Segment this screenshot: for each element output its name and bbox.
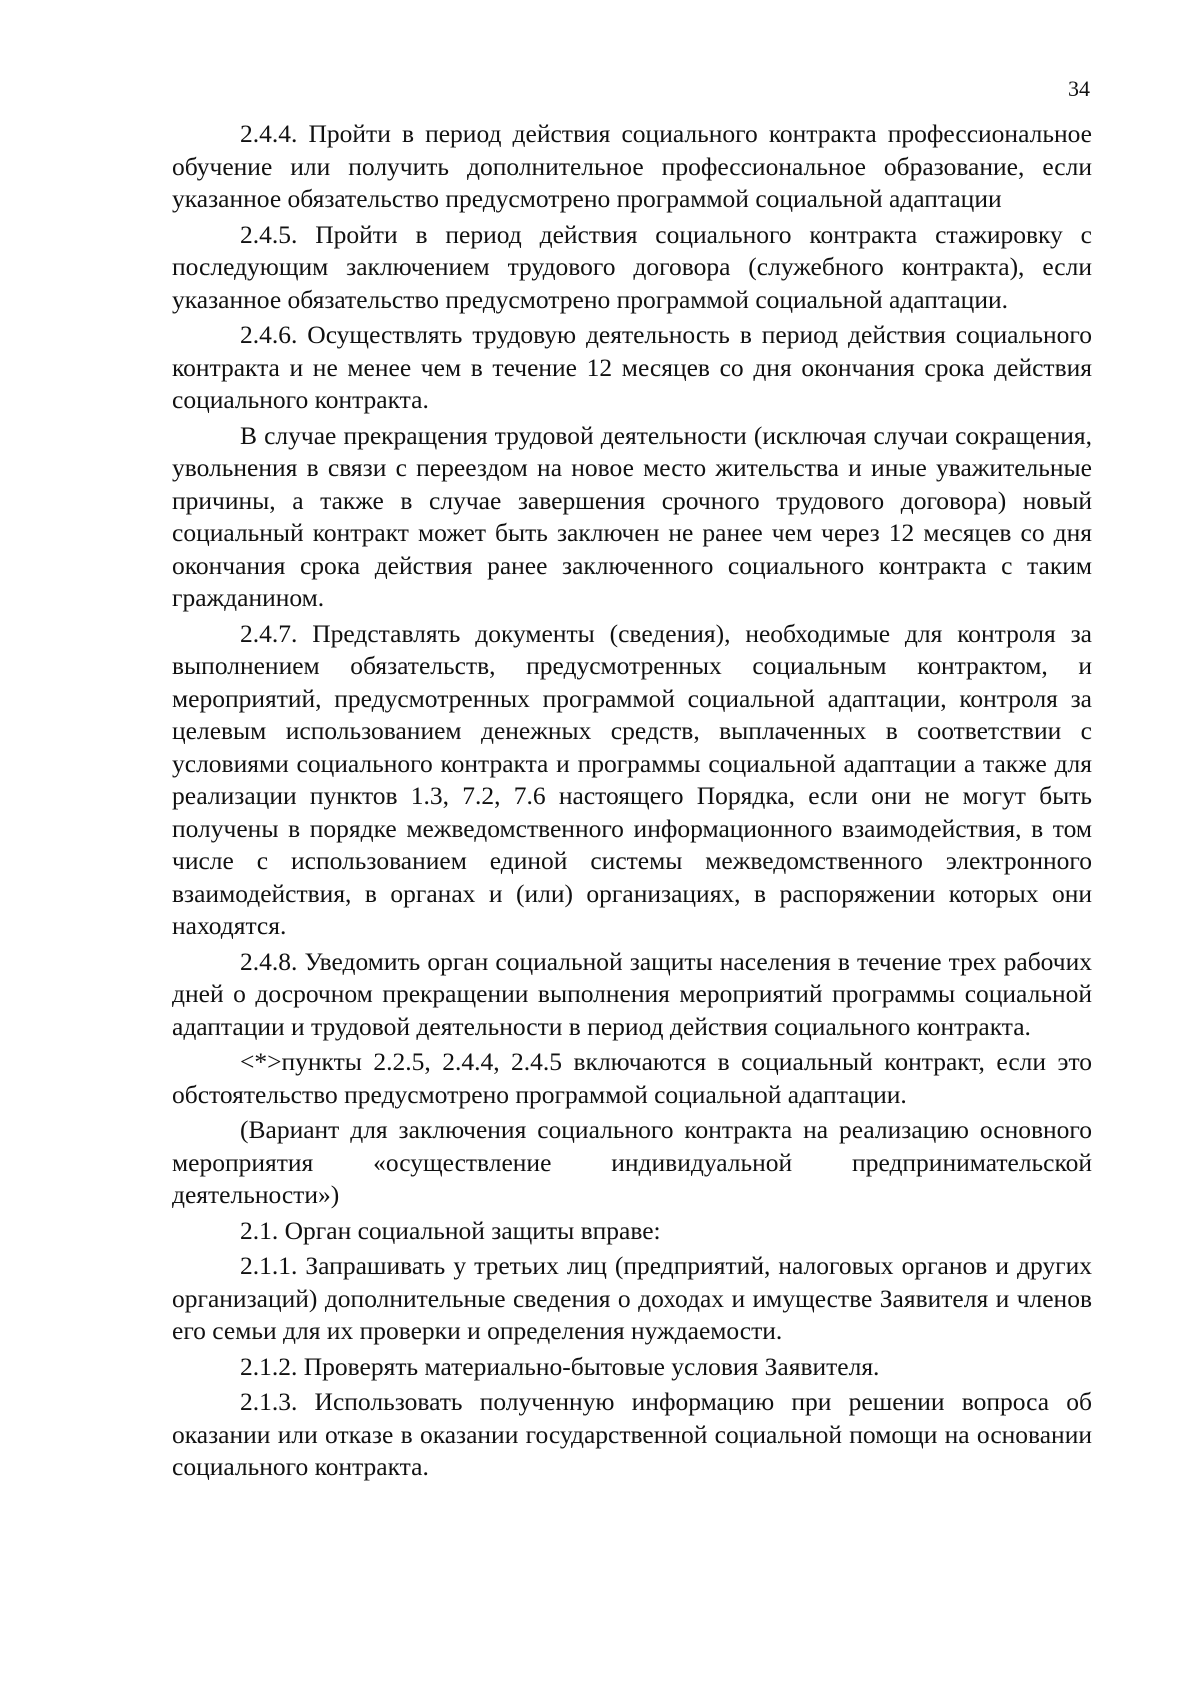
- paragraph-2-4-6: 2.4.6. Осуществлять трудовую деятельность в период действия социального контракта и не менее чем в течение 12 месяцев со дня окончания срока действия социального контракта.: [172, 320, 1092, 414]
- paragraph-2-4-8: 2.4.8. Уведомить орган социальной защиты населения в течение трех рабочих дней о досрочном прекращении выполнения мероприятий программы социальной адаптации и трудовой деятельности в период действия социального контракта.: [172, 946, 1092, 1041]
- paragraph-2-4-4: 2.4.4. Пройти в период действия социального контракта профессиональное обучение или получить дополнительное профессиональное образование, если указанное обязательство предусмотрено программой социальной адаптации: [172, 119, 1092, 213]
- page-number: 34: [1068, 76, 1090, 101]
- paragraph-variant-note: (Вариант для заключения социального контракта на реализацию основного мероприятия «осуществление индивидуальной предпринимательской деятельности»): [172, 1115, 1092, 1209]
- paragraph-2-1-2: 2.1.2. Проверять материально-бытовые условия Заявителя.: [240, 1351, 880, 1381]
- document-body: [172, 118, 1092, 1484]
- paragraph-2-1-1: 2.1.1. Запрашивать у третьих лиц (предприятий, налоговых органов и других организаций) дополнительные сведения о доходах и имуществе Заявителя и членов его семьи для их проверки и определения нуждаемости.: [172, 1251, 1092, 1345]
- paragraph-2-4-7: 2.4.7. Представлять документы (сведения), необходимые для контроля за выполнением обязательств, предусмотренных социальным контрактом, и мероприятий, предусмотренных программой социальной адаптации, контроля за целевым использованием денежных средств, выплаченных в соответствии с условиями социального контракта и программы социальной адаптации а также для реализации пунктов 1.3, 7.2, 7.6 настоящего Порядка, если они не могут быть получены в порядке межведомственного информационного взаимодействия, в том числе с использованием единой системы межведомственного электронного взаимодействия, в органах и (или) организациях, в распоряжении которых они находятся.: [172, 618, 1092, 940]
- paragraph-2-1-3: 2.1.3. Использовать полученную информацию при решении вопроса об оказании или отказе в оказании государственной социальной помощи на основании социального контракта.: [172, 1387, 1092, 1481]
- paragraph-footnote-note: <*>пункты 2.2.5, 2.4.4, 2.4.5 включаются в социальный контракт, если это обстоятельство предусмотрено программой социальной адаптации.: [172, 1047, 1092, 1109]
- paragraph-2-4-5: 2.4.5. Пройти в период действия социального контракта стажировку с последующим заключением трудового договора (служебного контракта), если указанное обязательство предусмотрено программой социальной адаптации.: [172, 219, 1092, 314]
- paragraph-termination-case: В случае прекращения трудовой деятельности (исключая случаи сокращения, увольнения в связи с переездом на новое место жительства и иные уважительные причины, а также в случае завершения срочного трудового договора) новый социальный контракт может быть заключен не ранее чем через 12 месяцев со дня окончания срока действия ранее заключенного социального контракта с таким гражданином.: [172, 420, 1092, 612]
- paragraph-2-1: 2.1. Орган социальной защиты вправе:: [240, 1215, 661, 1245]
